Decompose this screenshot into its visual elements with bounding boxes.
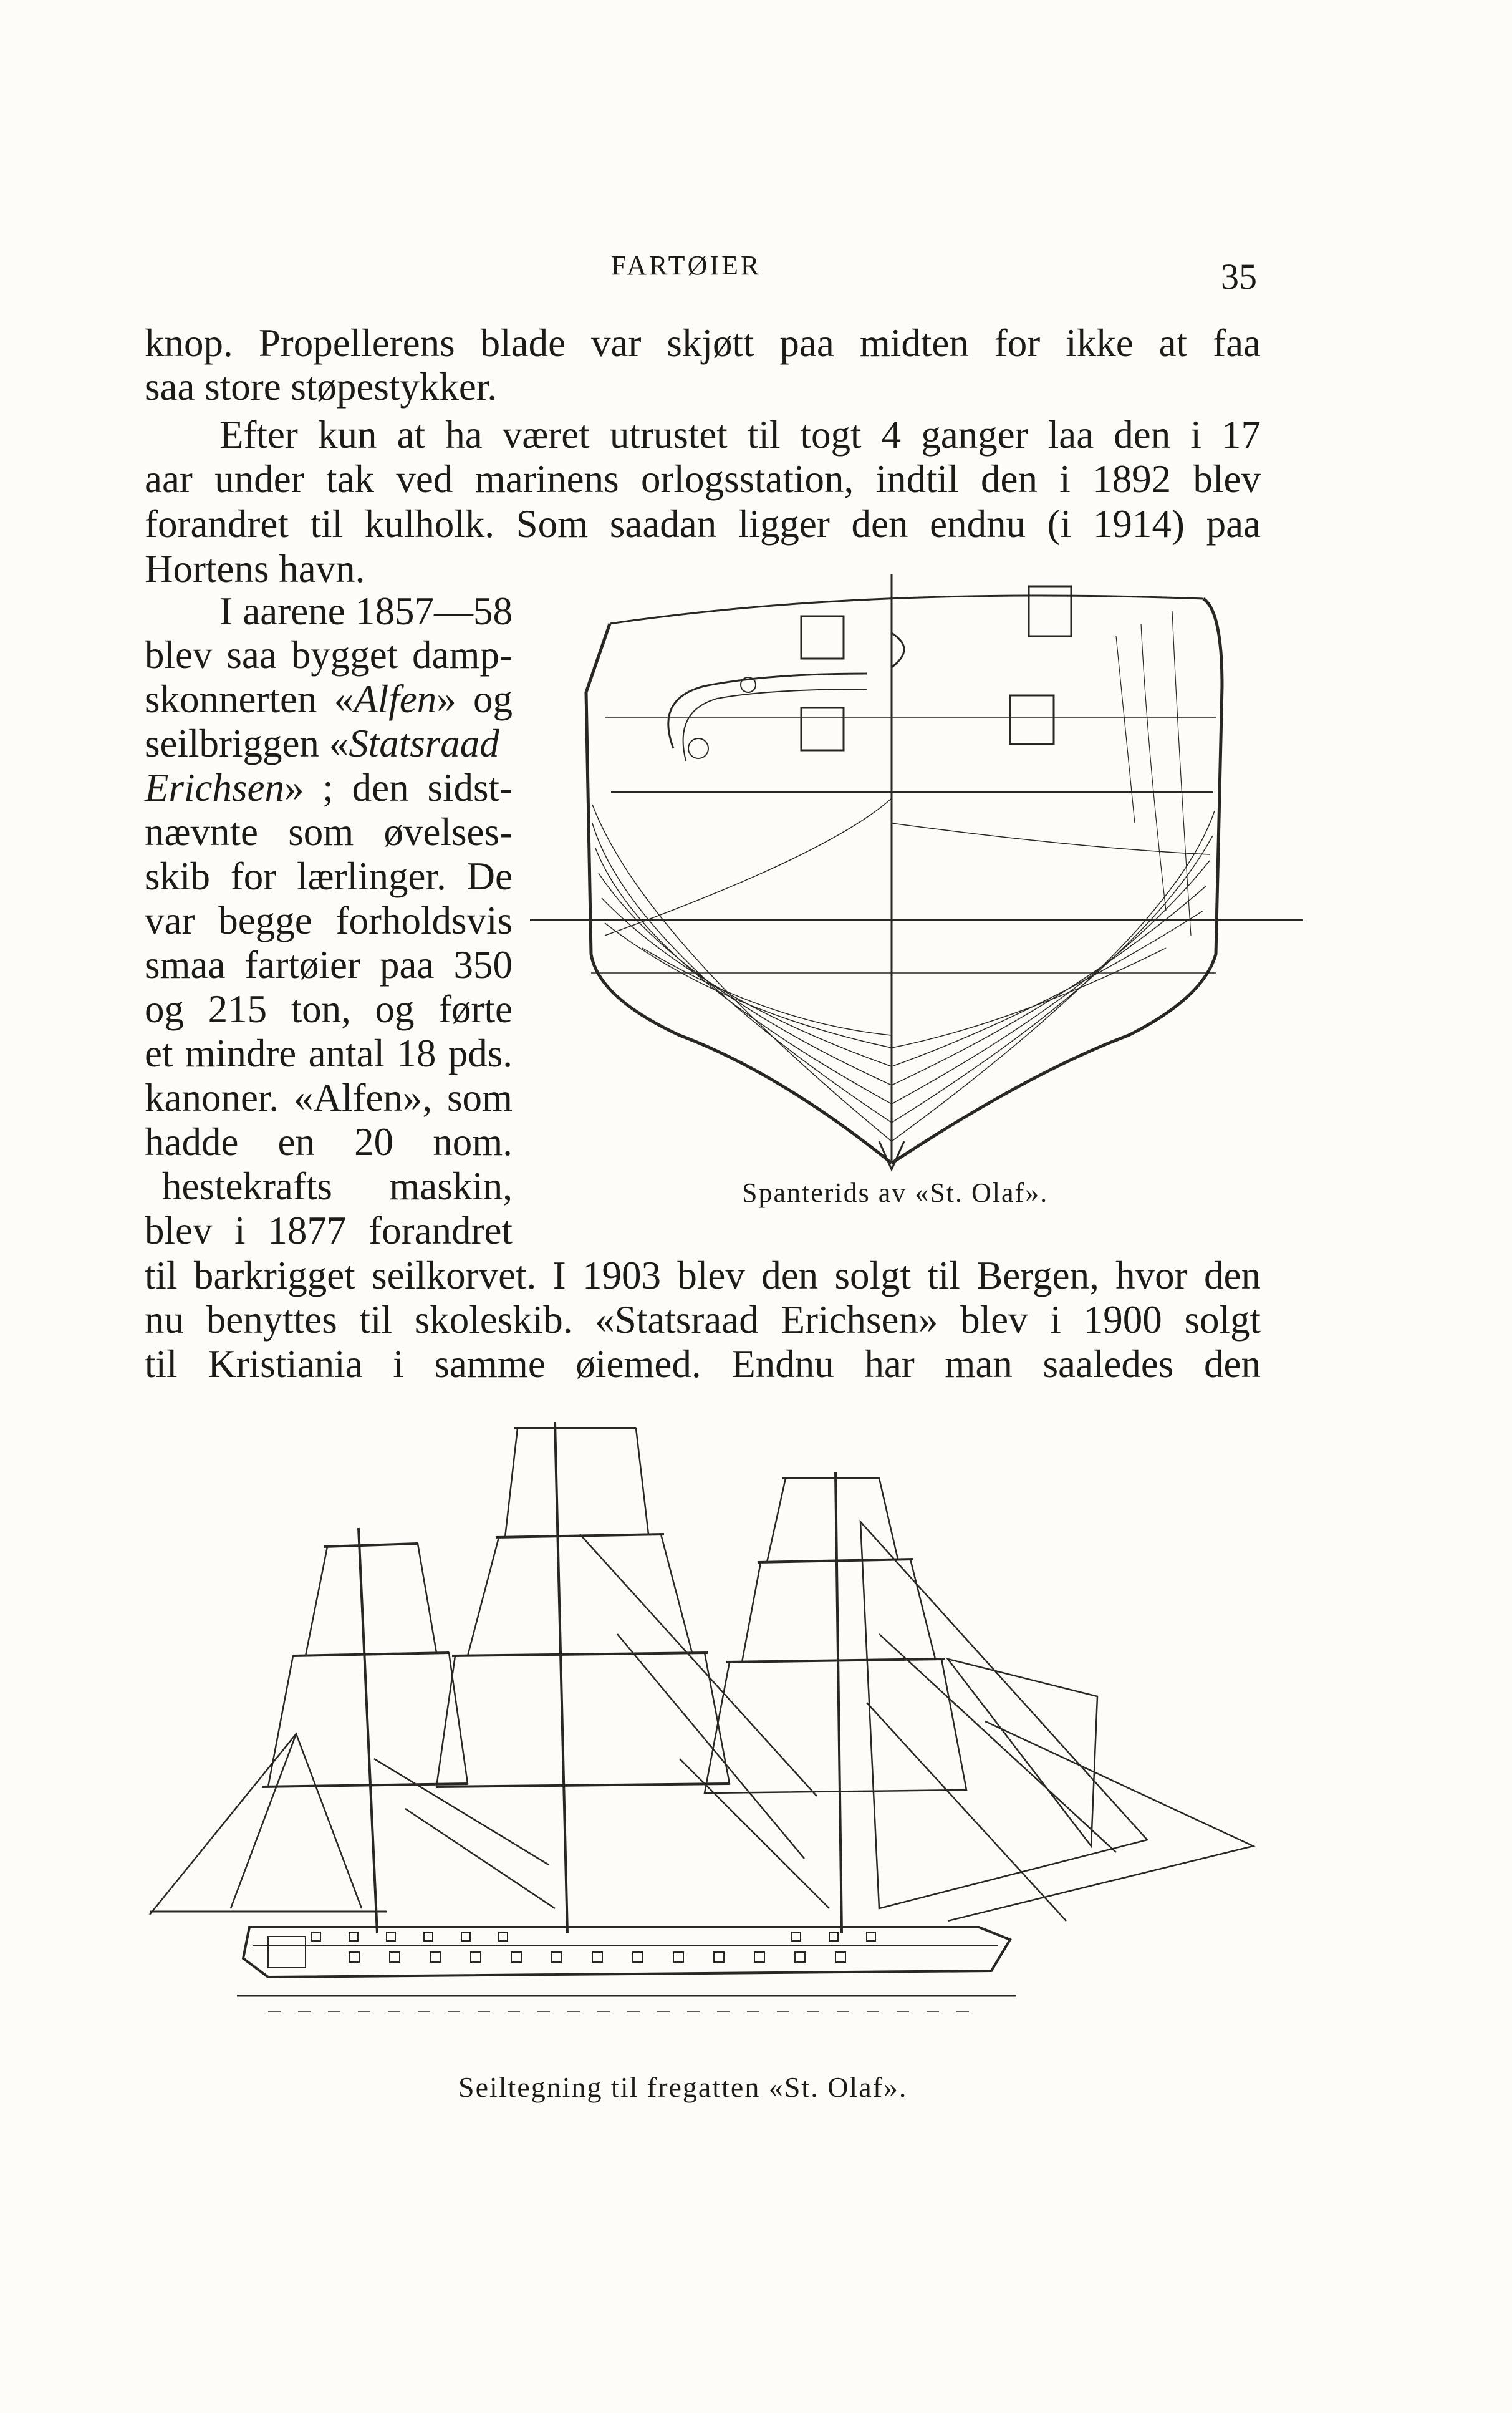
text-line: nævnte som øvelses- [145,810,513,854]
text-line: smaa fartøier paa 350 [145,943,513,987]
page-number: 35 [1221,256,1257,297]
text-line [145,677,513,721]
text-line: hadde en 20 nom. [145,1120,513,1164]
text-line: hestekrafts maskin, [162,1164,513,1208]
text-line: var begge forholdsvis [145,899,513,942]
text-line [145,766,513,810]
ship-name-statsraad: Statsraad [349,722,499,765]
text-line: blev i 1877 forandret [145,1209,513,1252]
hull-body-plan-drawing [518,561,1322,1185]
text-line: til barkrigget seilkorvet. I 1903 blev den solgt til Bergen, hvor den [145,1254,1261,1297]
text-line: et mindre antal 18 pds. [145,1032,513,1075]
text-span: » ; den sidst- [284,766,513,810]
text-line: Hortens havn. [145,547,365,591]
text-line: blev saa bygget damp- [145,633,513,677]
text-line: til Kristiania i samme øiemed. Endnu har man saaledes den [145,1342,1261,1386]
text-line: Efter kun at ha været utrustet til togt 4 ganger laa den i 17 [219,413,1261,457]
text-line: forandret til kulholk. Som saadan ligger den endnu (i 1914) paa [145,502,1261,546]
text-line [145,722,513,765]
text-line: saa store støpestykker. [145,365,498,409]
sail-plan-caption: Seiltegning til fregatten «St. Olaf». [458,2071,908,2103]
text-line: kanoner. «Alfen», som [145,1076,513,1119]
text-line: nu benyttes til skoleskib. «Statsraad Erichsen» blev i 1900 solgt [145,1298,1261,1342]
ship-name-alfen: Alfen [354,677,437,721]
ship-name-erichsen: Erichsen [145,766,284,810]
text-line: og 215 ton, og førte [145,987,513,1031]
sail-plan-drawing [143,1410,1266,2058]
text-line: I aarene 1857—58 [219,589,513,633]
running-title: FARTØIER [611,250,762,281]
text-line: skib for lærlinger. De [145,854,513,898]
text-line: knop. Propellerens blade var skjøtt paa midten for ikke at faa [145,321,1261,365]
text-span: seilbriggen « [145,722,349,765]
text-span: skonnerten « [145,677,354,721]
text-span: » og [436,677,513,721]
page-header [0,249,1512,299]
hull-figure-caption: Spanterids av «St. Olaf». [742,1177,1049,1208]
text-line: aar under tak ved marinens orlogsstation, indtil den i 1892 blev [145,457,1261,501]
